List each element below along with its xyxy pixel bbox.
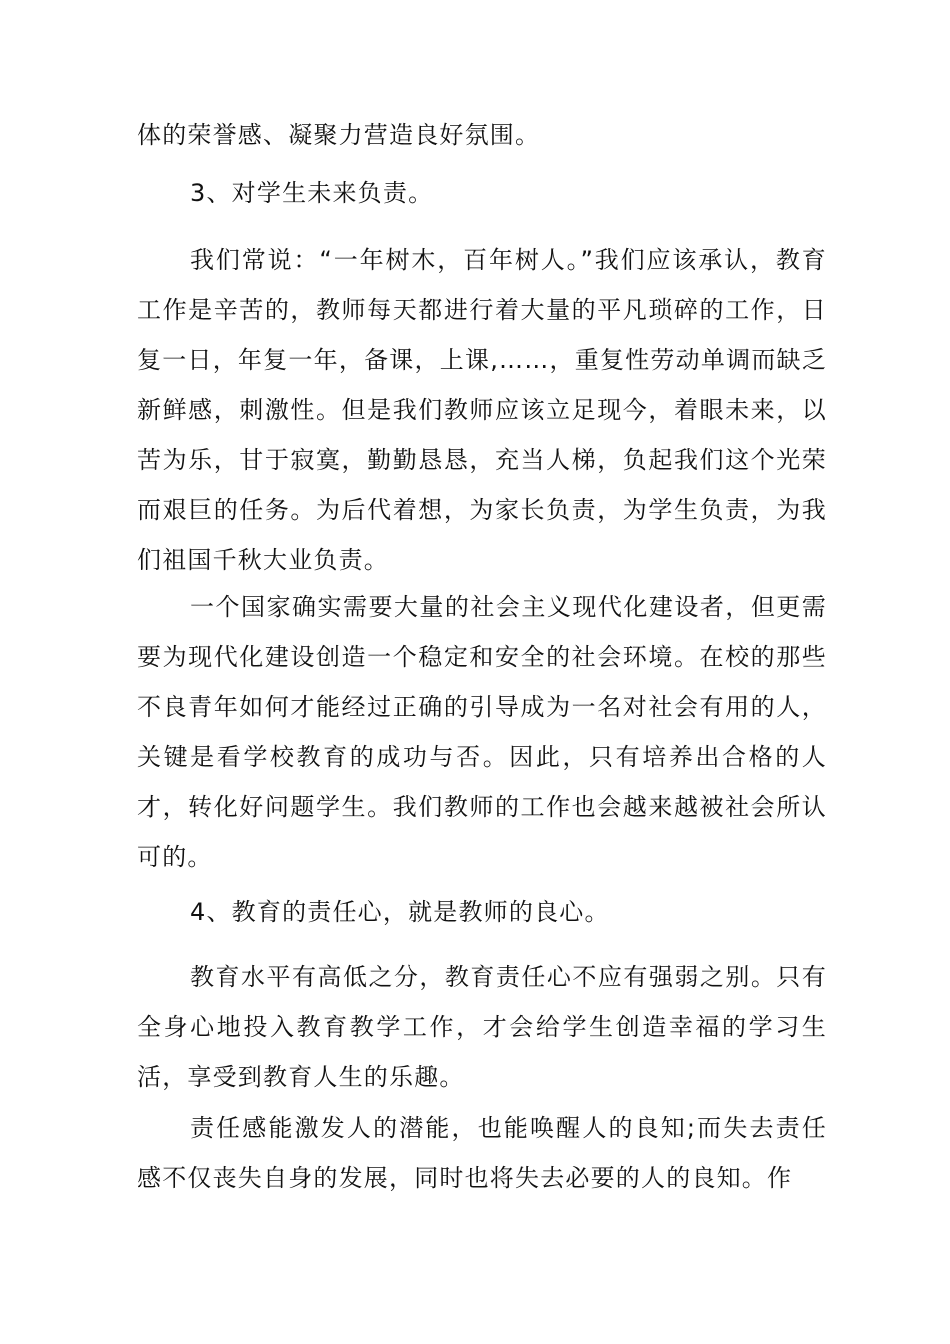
paragraph-body: 责任感能激发人的潜能，也能唤醒人的良知;而失去责任感不仅丧失自身的发展，同时也将失去必要的人的良知。作: [137, 1114, 827, 1192]
paragraph-body: 一个国家确实需要大量的社会主义现代化建设者，但更需要为现代化建设创造一个稳定和安全的社会环境。在校的那些不良青年如何才能经过正确的引导成为一名对社会有用的人，关键是看学校教育的成功与否。因此，只有培养出合格的人才，转化好问题学生。我们教师的工作也会越来越被社会所认可的。: [137, 593, 827, 871]
paragraph-body: 教育水平有高低之分，教育责任心不应有强弱之别。只有全身心地投入教育教学工作，才会给学生创造幸福的学习生活，享受到教育人生的乐趣。: [137, 963, 827, 1091]
paragraph-body: 我们常说：“一年树木，百年树人。”我们应该承认，教育工作是辛苦的，教师每天都进行着大量的平凡琐碎的工作，日复一日，年复一年，备课，上课,……，重复性劳动单调而缺乏新鲜感，刺激性。但是我们教师应该立足现今，着眼未来，以苦为乐，甘于寂寞，勤勤恳恳，充当人梯，负起我们这个光荣而艰巨的任务。为后代着想，为家长负责，为学生负责，为我们祖国千秋大业负责。: [137, 246, 827, 574]
paragraph-continuation: 体的荣誉感、凝聚力营造良好氛围。: [137, 121, 541, 149]
section-heading-4: 4、教育的责任心，就是教师的良心。: [190, 898, 610, 926]
section-heading-3: 3、对学生未来负责。: [190, 179, 434, 207]
